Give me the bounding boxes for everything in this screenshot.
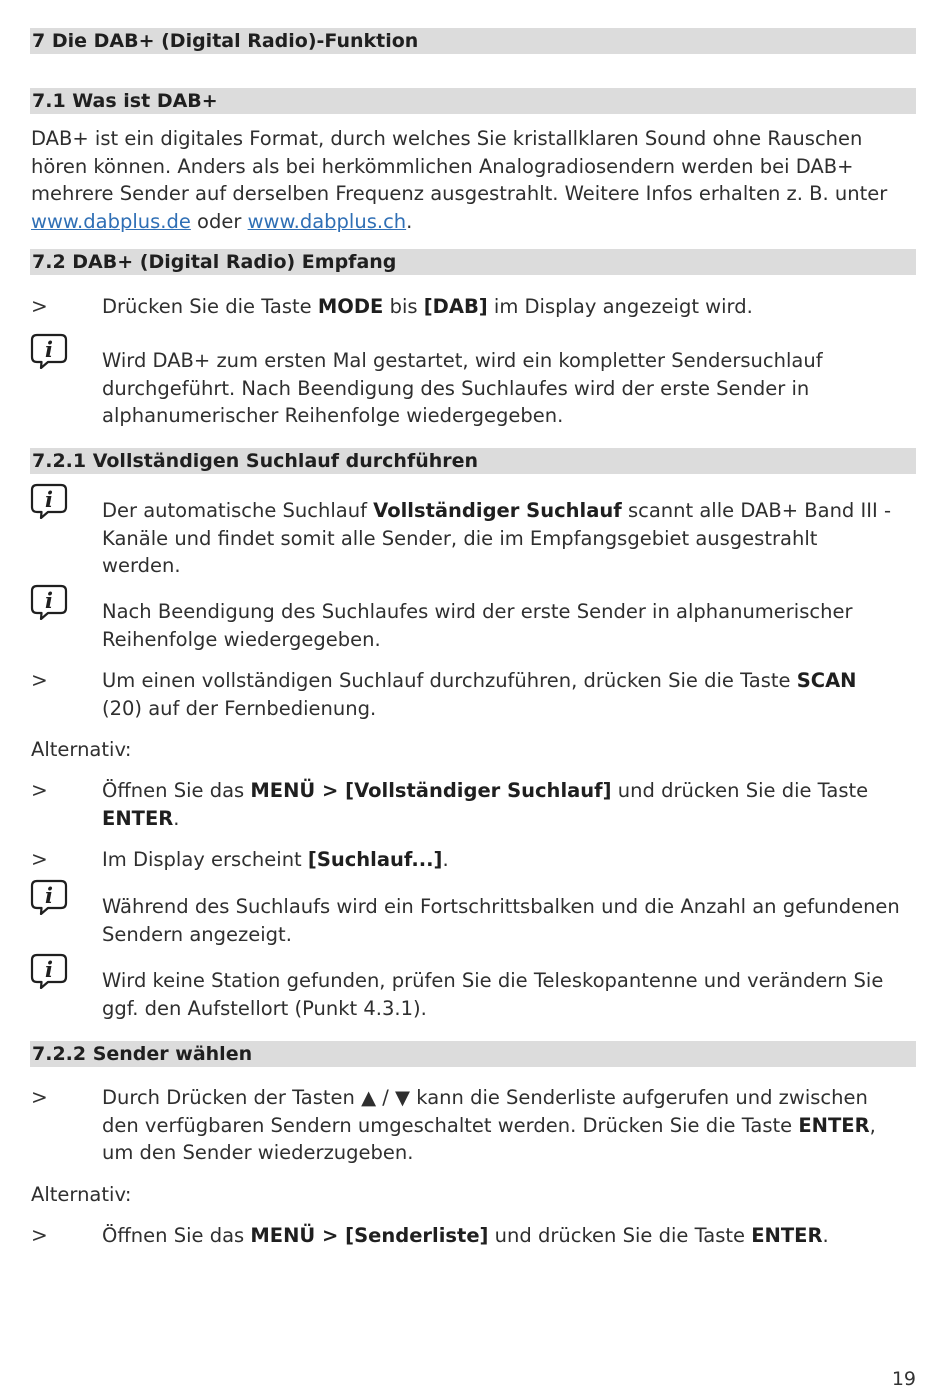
link-dabplus-ch[interactable]: www.dabplus.ch	[247, 209, 407, 233]
intro-text: DAB+ ist ein digitales Format, durch welches Sie kristallklaren Sound ohne Rauschen hören können. Anders als bei herkömmlichen Analogradiosendern werden bei DAB+ mehrere Sender auf derselben Frequenz ausgestrahlt. Weitere Infos erhalten z. B. unter	[31, 127, 888, 205]
alternative-label: Alternativ:	[31, 738, 132, 761]
step-text: .	[442, 848, 449, 871]
alternative-label: Alternativ:	[31, 1183, 132, 1206]
display-searching: [Suchlauf...]	[307, 848, 443, 871]
key-enter: ENTER	[751, 1224, 823, 1247]
svg-text:i: i	[45, 588, 53, 613]
info-icon	[30, 953, 70, 989]
bullet-marker: >	[31, 1085, 48, 1109]
term-full-scan: Vollständiger Suchlauf	[373, 499, 622, 522]
bullet-marker: >	[31, 1223, 48, 1247]
step-menu-scan	[102, 777, 902, 832]
info-full-scan	[102, 497, 902, 580]
menu-path: MENÜ > [Vollständiger Suchlauf]	[250, 779, 612, 802]
step-text: und drücken Sie die Taste	[488, 1224, 752, 1247]
info-text: Der automatische Suchlauf	[102, 499, 374, 522]
step-text: Drücken Sie die Taste	[102, 295, 318, 318]
info-first-start: Wird DAB+ zum ersten Mal gestartet, wird ein kompletter Sendersuchlauf durchgeführt. Nach Beendigung des Suchlaufes wird der erste Sender in alphanumerischer Reihenfolge wiedergegeben.	[102, 349, 823, 427]
info-icon	[30, 584, 70, 620]
section-heading-7-2-1: 7.2.1 Vollständigen Suchlauf durchführen	[30, 448, 916, 474]
info-no-station: Wird keine Station gefunden, prüfen Sie die Teleskopantenne und verändern Sie ggf. den Aufstellort (Punkt 4.3.1).	[102, 969, 884, 1020]
page-number: 19	[891, 1368, 916, 1390]
section-heading-7-1: 7.1 Was ist DAB+	[30, 88, 916, 114]
step-text: Öffnen Sie das	[102, 779, 251, 802]
step-text: Im Display erscheint	[102, 848, 308, 871]
step-menu-station-list	[102, 1222, 902, 1250]
section-heading-7: 7 Die DAB+ (Digital Radio)-Funktion	[30, 28, 916, 54]
svg-text:i: i	[45, 883, 53, 908]
step-text: Durch Drücken der Tasten ▲ / ▼ kann die Senderliste aufgerufen und zwischen den verfügbaren Sendern umgeschaltet werden. Drücken Sie die Taste	[102, 1086, 868, 1137]
step-text: im Display angezeigt wird.	[487, 295, 753, 318]
step-text: Um einen vollständigen Suchlauf durchzuführen, drücken Sie die Taste	[102, 669, 797, 692]
step-text: und drücken Sie die Taste	[611, 779, 869, 802]
intro-text-end: .	[406, 209, 413, 233]
key-mode: MODE	[317, 295, 384, 318]
step-text: .	[173, 806, 180, 830]
info-icon	[30, 333, 70, 369]
step-text: , um den Sender wiederzugeben.	[102, 1113, 876, 1164]
intro-text-mid: oder	[190, 209, 248, 233]
svg-text:i: i	[45, 337, 53, 362]
svg-text:i: i	[45, 957, 53, 982]
section-heading-7-2: 7.2 DAB+ (Digital Radio) Empfang	[30, 249, 916, 275]
info-text: scannt alle DAB+ Band III - Kanäle und findet somit alle Sender, die im Empfangsgebiet ausgestrahlt werden.	[102, 499, 891, 577]
menu-path: MENÜ > [Senderliste]	[250, 1224, 489, 1247]
key-enter: ENTER	[102, 806, 174, 830]
info-icon	[30, 879, 70, 915]
bullet-marker: >	[31, 847, 48, 871]
step-text: Öffnen Sie das	[102, 1224, 251, 1247]
step-mode-dab	[102, 293, 902, 321]
step-scan	[102, 667, 902, 722]
link-dabplus-de[interactable]: www.dabplus.de	[31, 209, 191, 233]
intro-paragraph	[31, 125, 911, 235]
step-text: (20) auf der Fernbedienung.	[102, 696, 377, 720]
step-display-search	[102, 846, 902, 874]
key-scan: SCAN	[796, 669, 857, 692]
display-dab: [DAB]	[423, 295, 488, 318]
step-text: bis	[383, 295, 424, 318]
info-progress: Während des Suchlaufs wird ein Fortschrittsbalken und die Anzahl an gefundenen Sendern angezeigt.	[102, 895, 900, 946]
key-enter: ENTER	[798, 1113, 870, 1137]
info-icon	[30, 483, 70, 519]
bullet-marker: >	[31, 778, 48, 802]
step-text: .	[822, 1224, 829, 1247]
section-heading-7-2-2: 7.2.2 Sender wählen	[30, 1041, 916, 1067]
bullet-marker: >	[31, 294, 48, 318]
info-after-scan: Nach Beendigung des Suchlaufes wird der erste Sender in alphanumerischer Reihenfolge wiedergegeben.	[102, 600, 853, 651]
step-select-station	[102, 1084, 902, 1167]
bullet-marker: >	[31, 668, 48, 692]
svg-text:i: i	[45, 487, 53, 512]
